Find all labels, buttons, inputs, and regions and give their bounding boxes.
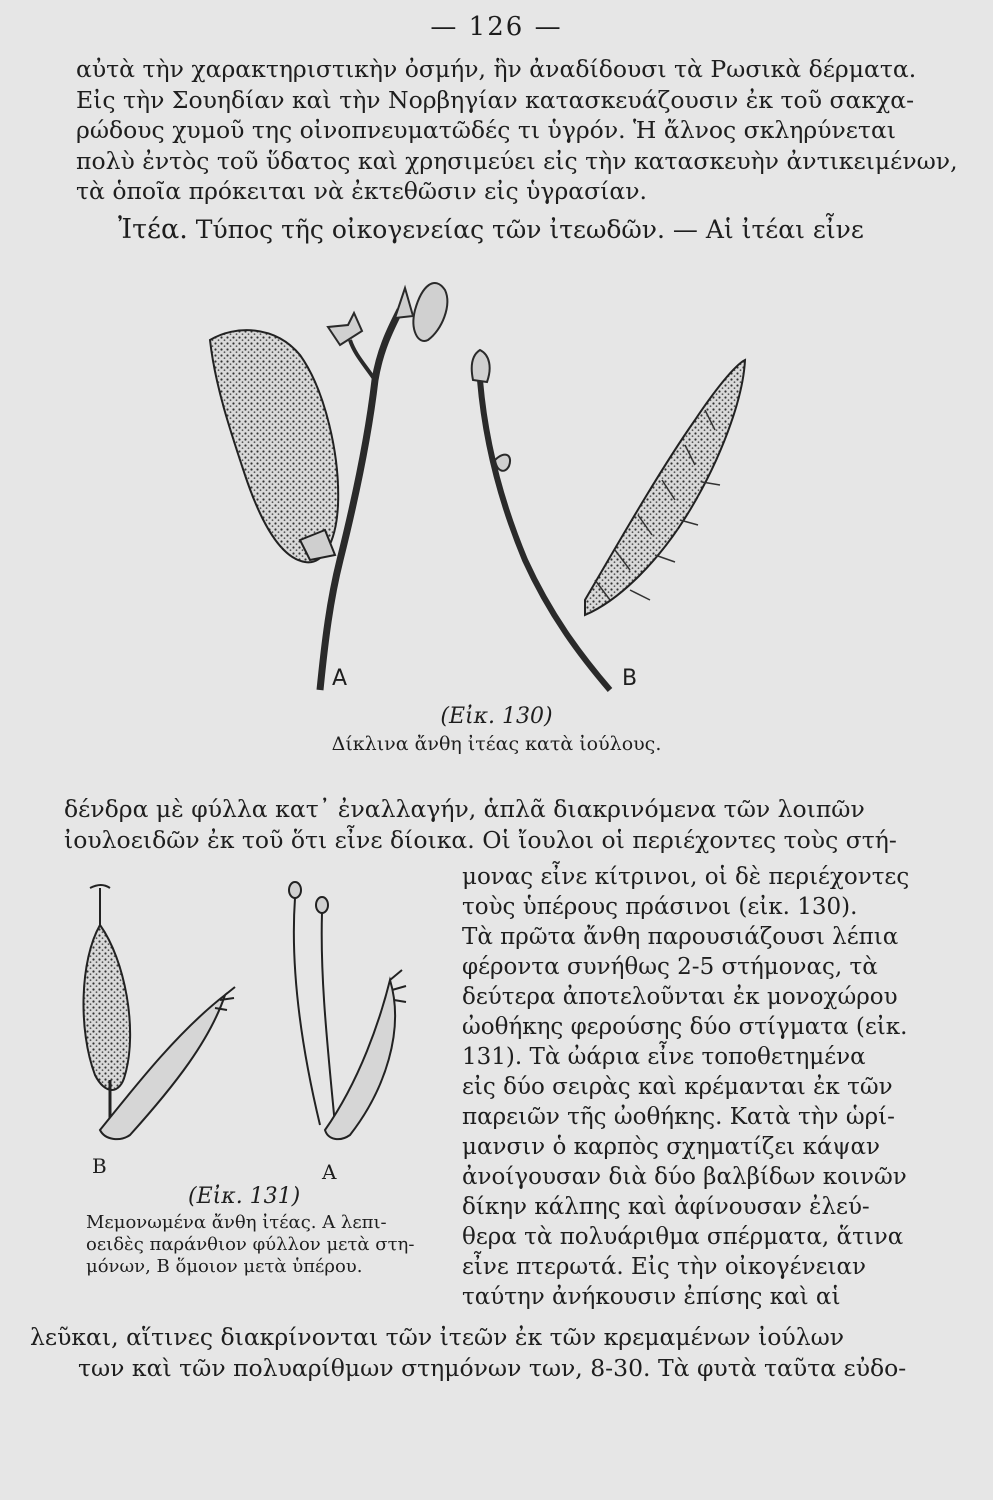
figure-131-illustration [80, 880, 410, 1160]
text-line: δένδρα μὲ φύλλα κατ᾽ ἐναλλαγήν, ἁπλᾶ διακρινόμενα τῶν λοιπῶν [64, 795, 865, 823]
paragraph-intro [76, 54, 958, 207]
text-line: ἀνοίγουσαν διὰ δύο βαλβίδων κοινῶν [462, 1164, 907, 1190]
text-line: μανσιν ὁ καρπὸς σχηματίζει κάψαν [462, 1134, 881, 1160]
text-line: μονας εἶνε κίτρινοι, οἱ δὲ περιέχοντες [462, 864, 910, 890]
figure-130-caption-text: Δίκλινα ἄνθη ἰτέας κατὰ ἰούλους. [331, 733, 662, 755]
text-line: δίκην κάλπης καὶ ἀφίνουσαν ἐλεύ- [462, 1194, 870, 1220]
catkin-b-female [585, 360, 745, 615]
catkin-b-branch [472, 350, 610, 690]
text-line: ἰουλοειδῶν ἐκ τοῦ ὅτι εἶνε δίοικα. Οἱ ἴουλοι οἱ περιέχοντες τοὺς στή- [64, 825, 897, 854]
text-line: δεύτερα ἀποτελοῦνται ἐκ μονοχώρου [462, 984, 898, 1010]
text-line: ταύτην ἀνήκουσιν ἐπίσης καὶ αἱ [462, 1284, 841, 1310]
flower-a-stamens [289, 882, 406, 1139]
flower-b-pistil [84, 885, 235, 1139]
text-line: λεῦκαι, αἵτινες διακρίνονται τῶν ἰτεῶν ἐκ τῶν κρεμαμένων ἰούλων [30, 1323, 845, 1351]
figure-130-number: (Εἰκ. 130) [440, 704, 553, 729]
text-line: τοὺς ὑπέρους πράσινοι (εἰκ. 130). [462, 894, 858, 920]
text-line: τὰ ὁποῖα πρόκειται νὰ ἐκτεθῶσιν εἰς ὑγρασίαν. [76, 177, 648, 205]
paragraph-willow [64, 794, 897, 855]
text-line: ρώδους χυμοῦ της οἰνοπνευματῶδές τι ὑγρόν. Ἡ ἄλνος σκληρύνεται [76, 116, 897, 144]
catkin-a-male [210, 330, 338, 562]
text-line: αὐτὰ τὴν χαρακτηριστικὴν ὀσμήν, ἣν ἀναδίδουσι τὰ Ρωσικὰ δέρματα. [76, 55, 917, 83]
text-line: εἰς δύο σειρὰς καὶ κρέμανται ἐκ τῶν [462, 1074, 893, 1100]
text-line: πολὺ ἐντὸς τοῦ ὕδατος καὶ χρησιμεύει εἰς τὴν κατασκευὴν ἀντικειμένων, [76, 146, 958, 175]
paragraph-right-column [462, 862, 910, 1312]
figure-131-label-b: B [92, 1154, 107, 1178]
heading-title: Τύπος τῆς οἰκογενείας τῶν ἰτεωδῶν. [195, 215, 665, 244]
figure-131-number-text: (Εἰκ. 131) [188, 1184, 301, 1209]
figure-130-caption [0, 704, 993, 755]
figure-130-label-b: B [622, 666, 638, 691]
text-line: Τὰ πρῶτα ἄνθη παρουσιάζουσι λέπια [462, 924, 899, 950]
section-heading [118, 214, 864, 245]
heading-rest: — Αἱ ἰτέαι εἶνε [672, 215, 864, 244]
text-line: 131). Τὰ ὠάρια εἶνε τοποθετημένα [462, 1044, 866, 1070]
caption-line: μόνων, Β ὅμοιον μετὰ ὑπέρου. [86, 1256, 363, 1277]
figure-130-illustration [190, 270, 750, 710]
paragraph-poplars [30, 1322, 906, 1383]
figure-131-label-a: A [322, 1160, 337, 1184]
figure-131-caption [86, 1212, 436, 1278]
text-line: θερα τὰ πολυάριθμα σπέρματα, ἅτινα [462, 1224, 904, 1250]
text-line: Εἰς τὴν Σουηδίαν καὶ τὴν Νορβηγίαν κατασκευάζουσιν ἐκ τοῦ σακχα- [76, 85, 915, 114]
figure-131-number [188, 1184, 300, 1209]
caption-line: οειδὲς παράνθιον φύλλον μετὰ στη- [86, 1234, 415, 1255]
text-line: φέροντα συνήθως 2-5 στήμονας, τὰ [462, 954, 878, 980]
text-line: εἶνε πτερωτά. Εἰς τὴν οἰκογένειαν [462, 1254, 867, 1280]
caption-line: Μεμονωμένα ἄνθη ἰτέας. Α λεπι- [86, 1212, 387, 1233]
text-line: παρειῶν τῆς ὠοθήκης. Κατὰ τὴν ὡρί- [462, 1104, 895, 1130]
figure-130-label-a: A [332, 666, 348, 691]
text-line: των καὶ τῶν πολυαρίθμων στημόνων των, 8-30. Τὰ φυτὰ ταῦτα εὐδο- [78, 1353, 907, 1382]
text-line: ὠοθήκης φερούσης δύο στίγματα (εἰκ. [462, 1014, 908, 1040]
page-number: — 126 — [430, 12, 563, 42]
catkin-a-branch [320, 283, 447, 690]
heading-word: Ἰτέα. [118, 214, 188, 245]
